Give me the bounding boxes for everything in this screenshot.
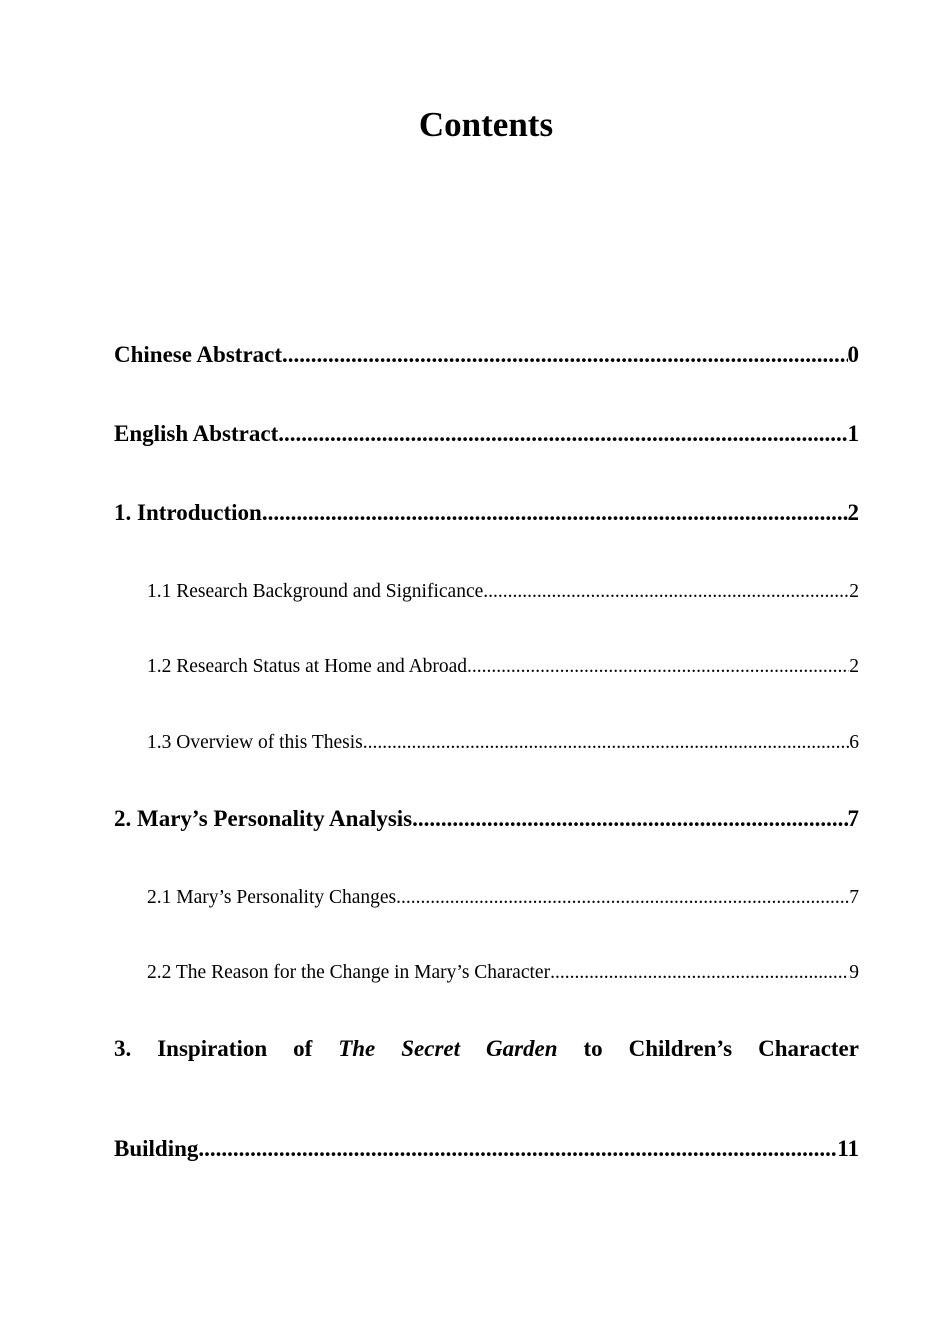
toc-page-number: 0 [847,342,859,367]
toc-entry-english-abstract[interactable] [114,420,859,448]
toc-entry-title: Building [114,1136,199,1161]
toc-page-number: 11 [837,1136,859,1161]
toc-page-number: 7 [847,806,859,831]
toc-page-number: 2 [849,656,859,677]
toc-page-number: 9 [849,962,859,983]
page-title: Contents [418,105,554,144]
toc-leader-dots [483,580,849,604]
toc-page-number: 1 [847,421,859,446]
toc-entry-title: 1.2 Research Status at Home and Abroad [147,656,468,677]
toc-entry-title: 2.2 The Reason for the Change in Mary’s Character [147,962,551,983]
toc-entry-2-2[interactable] [147,961,859,985]
toc-page-number: 2 [849,581,859,602]
toc-entry-1-3[interactable] [147,731,859,755]
toc-leader-dots [278,420,847,448]
toc-entry-introduction[interactable] [114,499,859,527]
toc-entry-chinese-abstract[interactable] [114,341,859,369]
toc-entry-title: 1.3 Overview of this Thesis [147,732,363,753]
toc-entry-title: Chinese Abstract [114,342,283,367]
toc-entry-word-italic: Secret [401,1036,460,1061]
toc-entry-1-2[interactable] [147,655,859,679]
toc-leader-dots [198,1135,837,1163]
toc-leader-dots [282,341,847,369]
toc-entry-chapter3-line1[interactable] [114,1035,859,1063]
toc-page-number: 6 [849,732,859,753]
toc-entry-word: of [293,1036,313,1061]
toc-leader-dots [467,655,849,679]
toc-entry-1-1[interactable] [147,580,859,604]
toc-entry-word: 3. [114,1036,132,1061]
toc-entry-chapter3-line2[interactable] [114,1135,859,1163]
toc-entry-word: Character [758,1036,859,1061]
toc-entry-title: English Abstract [114,421,279,446]
toc-leader-dots [262,499,848,527]
toc-entry-title: 2. Mary’s Personality Analysis [114,806,413,831]
toc-entry-word-italic: The [338,1036,376,1061]
toc-page-number: 7 [849,887,859,908]
toc-entry-2-1[interactable] [147,886,859,910]
toc-entry-title: 1.1 Research Background and Significance [147,581,484,602]
toc-leader-dots [396,886,849,910]
toc-entry-word-italic: Garden [485,1036,558,1061]
toc-entry-word: Inspiration [157,1036,268,1061]
toc-entry-title: 2.1 Mary’s Personality Changes [147,887,397,908]
toc-leader-dots [550,961,849,985]
toc-page-number: 2 [847,500,859,525]
toc-entry-word: to [583,1036,603,1061]
toc-entry-word: Children’s [628,1036,733,1061]
toc-leader-dots [363,731,850,755]
toc-entry-title: 1. Introduction [114,500,262,525]
toc-entry-personality-analysis[interactable] [114,805,859,833]
toc-leader-dots [412,805,847,833]
